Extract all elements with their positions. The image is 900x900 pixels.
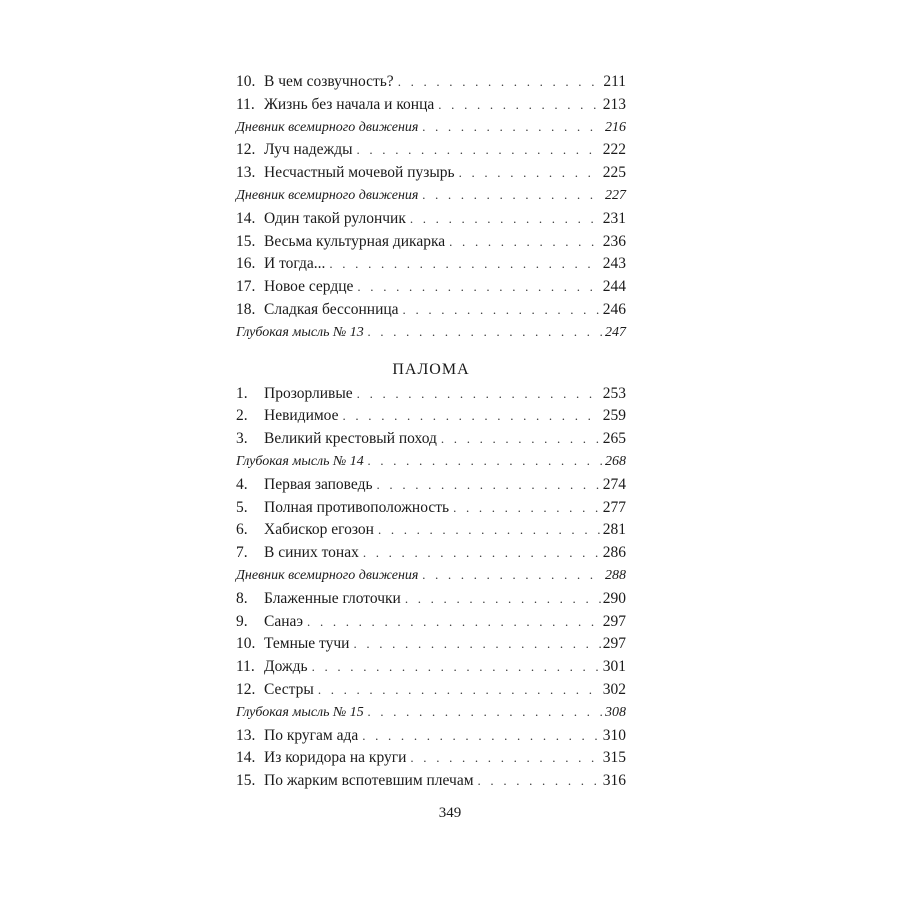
entry-page: 302 <box>602 680 626 698</box>
entry-title: Прозорливые <box>264 384 353 402</box>
entry-page: 286 <box>602 544 626 562</box>
entry-title: Блаженные глоточки <box>264 589 401 607</box>
toc-entry <box>236 590 626 613</box>
entry-number: 14. <box>236 209 256 227</box>
entry-number: 6. <box>236 521 248 539</box>
dot-leader <box>378 522 601 538</box>
entry-title: Один такой рулончик <box>264 209 406 227</box>
entry-number: 4. <box>236 475 248 493</box>
entry-number: 15. <box>236 772 256 790</box>
dot-leader <box>368 453 603 469</box>
page-number: 349 <box>438 805 462 821</box>
entry-title: И тогда... <box>264 255 326 273</box>
dot-leader <box>357 386 601 402</box>
dot-leader <box>410 750 600 766</box>
toc-entry <box>236 772 626 795</box>
dot-leader <box>398 74 602 90</box>
entry-title: Из коридора на круги <box>264 749 407 767</box>
toc-part2 <box>236 385 626 795</box>
dot-leader <box>357 279 600 295</box>
entry-page: 225 <box>602 164 626 182</box>
toc-entry <box>236 255 626 278</box>
entry-number: 10. <box>236 73 256 90</box>
toc-entry <box>236 521 626 544</box>
entry-number: 12. <box>236 680 256 698</box>
entry-number: 14. <box>236 749 256 767</box>
entry-page: 253 <box>602 384 626 402</box>
entry-page: 308 <box>605 704 626 720</box>
entry-number: 13. <box>236 164 256 182</box>
entry-title: Полная противоположность <box>264 498 450 516</box>
entry-title: Хабискор егозон <box>264 521 374 539</box>
entry-page: 268 <box>605 453 626 469</box>
dot-leader <box>478 773 601 789</box>
entry-number: 12. <box>236 141 256 159</box>
entry-page: 211 <box>603 73 626 90</box>
dot-leader <box>377 477 601 493</box>
toc-entry <box>236 544 626 567</box>
entry-number: 17. <box>236 278 256 296</box>
entry-number: 16. <box>236 255 256 273</box>
entry-page: 310 <box>602 726 626 744</box>
entry-title: Весьма культурная дикарка <box>264 232 446 250</box>
dot-leader <box>362 728 601 744</box>
toc-entry <box>236 635 626 658</box>
entry-page: 281 <box>602 521 626 539</box>
entry-title: Глубокая мысль № 13 <box>236 324 364 340</box>
toc-entry <box>236 187 626 210</box>
entry-title: Темные тучи <box>264 635 350 653</box>
entry-title: Дневник всемирного движения <box>236 567 419 583</box>
toc-entry <box>236 567 626 590</box>
toc-entry <box>236 73 626 96</box>
entry-page: 246 <box>602 300 626 318</box>
toc-entry <box>236 119 626 142</box>
entry-title: Дождь <box>264 658 308 676</box>
entry-page: 315 <box>602 749 626 767</box>
entry-title: Первая заповедь <box>264 475 373 493</box>
entry-title: Дневник всемирного движения <box>236 187 419 203</box>
entry-title: Дневник всемирного движения <box>236 119 419 135</box>
dot-leader <box>312 659 601 675</box>
entry-number: 2. <box>236 407 248 425</box>
entry-number: 11. <box>236 95 255 113</box>
dot-leader <box>459 165 601 181</box>
entry-page: 227 <box>605 187 626 203</box>
dot-leader <box>357 142 601 158</box>
entry-title: Несчастный мочевой пузырь <box>264 164 455 182</box>
toc-entry <box>236 681 626 704</box>
dot-leader <box>403 302 601 318</box>
entry-title: Жизнь без начала и конца <box>264 95 435 113</box>
toc-entry <box>236 407 626 430</box>
entry-page: 236 <box>602 232 626 250</box>
dot-leader <box>449 234 601 250</box>
toc-entry <box>236 210 626 233</box>
entry-page: 297 <box>602 612 626 630</box>
toc-entry <box>236 301 626 324</box>
dot-leader <box>453 500 601 516</box>
dot-leader <box>363 545 601 561</box>
entry-title: Невидимое <box>264 407 339 425</box>
entry-page: 259 <box>602 407 626 425</box>
dot-leader <box>422 187 603 203</box>
toc-entry <box>236 141 626 164</box>
dot-leader <box>368 704 603 720</box>
entry-number: 1. <box>236 384 248 402</box>
toc-entry <box>236 499 626 522</box>
toc-part1 <box>236 73 626 347</box>
dot-leader <box>343 408 601 424</box>
entry-title: Сестры <box>264 680 314 698</box>
toc-entry <box>236 658 626 681</box>
entry-page: 231 <box>602 209 626 227</box>
dot-leader <box>441 431 601 447</box>
entry-title: Глубокая мысль № 15 <box>236 704 364 720</box>
toc-entry <box>236 385 626 408</box>
entry-title: Глубокая мысль № 14 <box>236 453 364 469</box>
entry-page: 290 <box>602 589 626 607</box>
entry-title: В чем созвучность? <box>264 73 394 90</box>
entry-title: В синих тонах <box>264 544 359 562</box>
entry-title: По жарким вспотевшим плечам <box>264 772 474 790</box>
entry-page: 316 <box>602 772 626 790</box>
entry-title: Сладкая бессонница <box>264 300 399 318</box>
entry-number: 5. <box>236 498 248 516</box>
toc-entry <box>236 324 626 347</box>
table-of-contents <box>236 73 626 795</box>
entry-number: 9. <box>236 612 248 630</box>
entry-title: Луч надежды <box>264 141 353 159</box>
entry-page: 222 <box>602 141 626 159</box>
entry-page: 243 <box>602 255 626 273</box>
toc-entry <box>236 704 626 727</box>
entry-number: 11. <box>236 658 255 676</box>
dot-leader <box>438 97 600 113</box>
entry-number: 13. <box>236 726 256 744</box>
entry-number: 10. <box>236 635 256 653</box>
dot-leader <box>410 211 601 227</box>
dot-leader <box>405 591 601 607</box>
entry-number: 15. <box>236 232 256 250</box>
dot-leader <box>422 567 603 583</box>
dot-leader <box>329 256 600 272</box>
entry-page: 297 <box>602 635 626 653</box>
toc-entry <box>236 233 626 256</box>
toc-entry <box>236 96 626 119</box>
entry-page: 274 <box>602 475 626 493</box>
entry-page: 244 <box>602 278 626 296</box>
toc-entry <box>236 430 626 453</box>
entry-page: 301 <box>602 658 626 676</box>
entry-title: Новое сердце <box>264 278 354 296</box>
entry-page: 277 <box>602 498 626 516</box>
entry-number: 3. <box>236 430 248 448</box>
entry-title: Великий крестовый поход <box>264 430 437 448</box>
toc-entry <box>236 278 626 301</box>
dot-leader <box>307 614 601 630</box>
toc-entry <box>236 453 626 476</box>
toc-entry <box>236 164 626 187</box>
entry-title: Санаэ <box>264 612 304 630</box>
entry-page: 265 <box>602 430 626 448</box>
toc-entry <box>236 749 626 772</box>
toc-entry <box>236 476 626 499</box>
entry-number: 18. <box>236 300 256 318</box>
dot-leader <box>368 324 603 340</box>
entry-number: 8. <box>236 589 248 607</box>
section-title: ПАЛОМА <box>392 360 470 378</box>
entry-number: 7. <box>236 544 248 562</box>
dot-leader <box>353 636 600 652</box>
dot-leader <box>422 119 603 135</box>
toc-entry <box>236 613 626 636</box>
entry-page: 288 <box>605 567 626 583</box>
entry-page: 247 <box>605 324 626 340</box>
entry-page: 213 <box>602 95 626 113</box>
dot-leader <box>318 682 601 698</box>
entry-title: По кругам ада <box>264 726 359 744</box>
toc-entry <box>236 727 626 750</box>
entry-page: 216 <box>605 119 626 135</box>
